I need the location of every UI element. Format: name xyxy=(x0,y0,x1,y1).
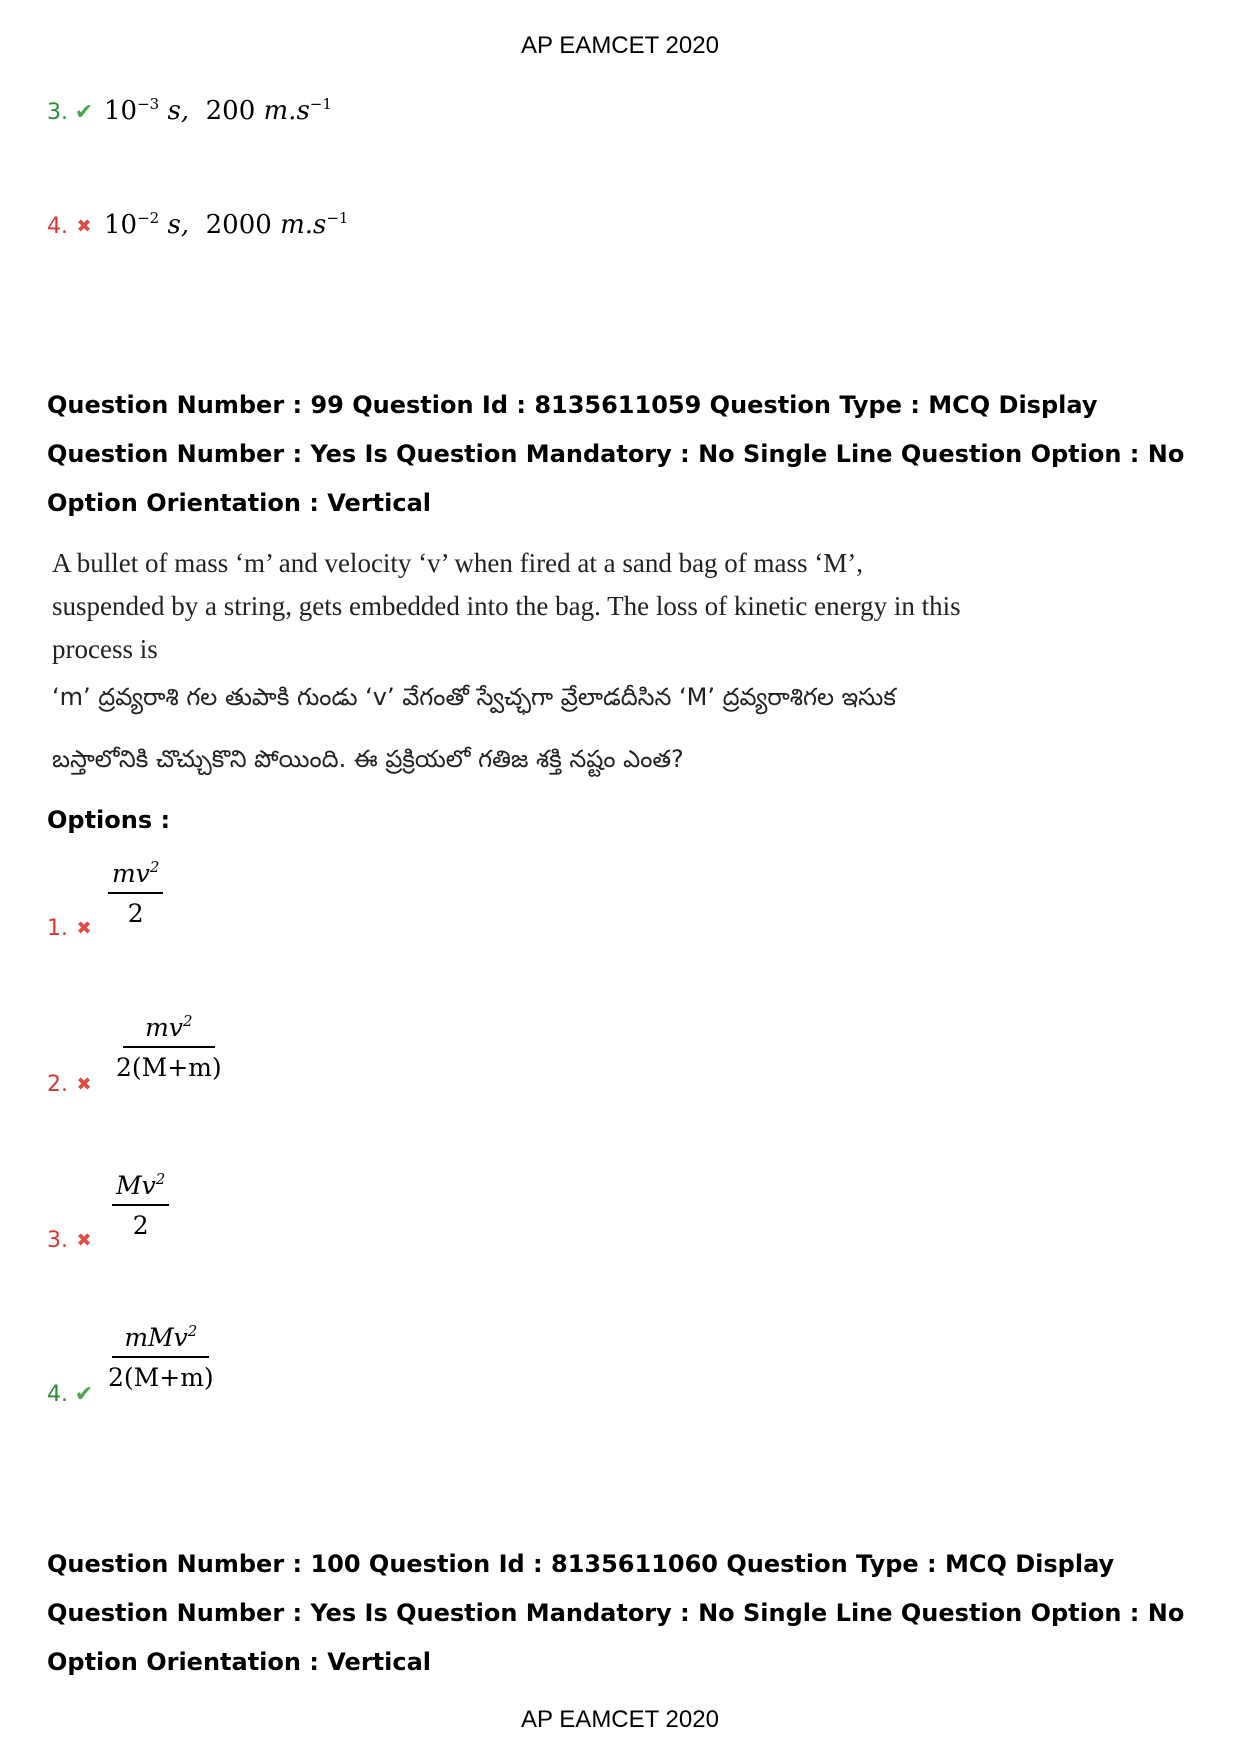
denominator: 2 xyxy=(132,1211,149,1240)
option-1 xyxy=(47,916,96,942)
cross-icon: ✖ xyxy=(76,1230,92,1251)
numerator: $mv^2$ xyxy=(108,858,163,894)
page-header: AP EAMCET 2020 xyxy=(521,32,719,59)
numerator: mMv$^2$ xyxy=(112,1322,209,1358)
option-4 xyxy=(47,1382,96,1408)
option-number: 4. xyxy=(47,214,68,239)
options-label: Options : xyxy=(47,806,171,834)
denominator: 2(M+m) xyxy=(116,1053,222,1082)
option-number: 3. xyxy=(47,1228,68,1253)
cross-icon: ✖ xyxy=(76,216,92,237)
check-icon: ✔ xyxy=(74,1382,94,1407)
option-value: $10^{-3}$ s, 200 $m.s^{-1}$ xyxy=(104,95,332,126)
numerator: $mv^2$ xyxy=(123,1012,214,1048)
option-2 xyxy=(47,1072,96,1098)
option-2-fraction xyxy=(116,1012,222,1084)
question-99-meta: Question Number : 99 Question Id : 8135611059 Question Type : MCQ Display Question Number : Yes Is Question Mandatory : No Single Line Question Option : No Option Orientation : Vertical xyxy=(47,391,1185,517)
cross-icon: ✖ xyxy=(76,1074,92,1095)
denominator: 2(M+m) xyxy=(108,1363,214,1392)
question-99-text-telugu: ‘m’ ద్రవ్యరాశి గల తుపాకి గుండు ‘v’ వేగంతో స్వేచ్ఛగా వ్రేలాడదీసిన ‘M’ ద్రవ్యరాశిగల ఇసుక బస్తాలోనికి చొచ్చుకొని పోయింది. ఈ ప్రక్రియలో గతిజ శక్తి నష్టం ఎంత? xyxy=(52,683,896,773)
option-number: 1. xyxy=(47,916,68,941)
page-footer: AP EAMCET 2020 xyxy=(521,1706,719,1733)
option-value: $10^{-2}$ s, 2000 $m.s^{-1}$ xyxy=(104,209,349,240)
option-number: 3. xyxy=(47,100,68,125)
prev-option-4 xyxy=(47,210,348,240)
option-3 xyxy=(47,1228,96,1254)
option-1-fraction xyxy=(108,858,163,930)
check-icon: ✔ xyxy=(74,100,94,125)
option-3-fraction xyxy=(112,1170,169,1242)
question-99-text-english: A bullet of mass ‘m’ and velocity ‘v’ when fired at a sand bag of mass ‘M’, suspended by a string, gets embedded into the bag. The loss of kinetic energy in this process is xyxy=(52,548,961,664)
cross-icon: ✖ xyxy=(76,918,92,939)
numerator: Mv$^2$ xyxy=(112,1170,169,1206)
question-100-meta: Question Number : 100 Question Id : 8135611060 Question Type : MCQ Display Question Number : Yes Is Question Mandatory : No Single Line Question Option : No Option Orientation : Vertical xyxy=(47,1550,1185,1676)
denominator: 2 xyxy=(127,899,144,928)
option-4-fraction xyxy=(108,1322,214,1394)
option-number: 2. xyxy=(47,1072,68,1097)
prev-option-3 xyxy=(47,96,332,126)
option-number: 4. xyxy=(47,1382,68,1407)
